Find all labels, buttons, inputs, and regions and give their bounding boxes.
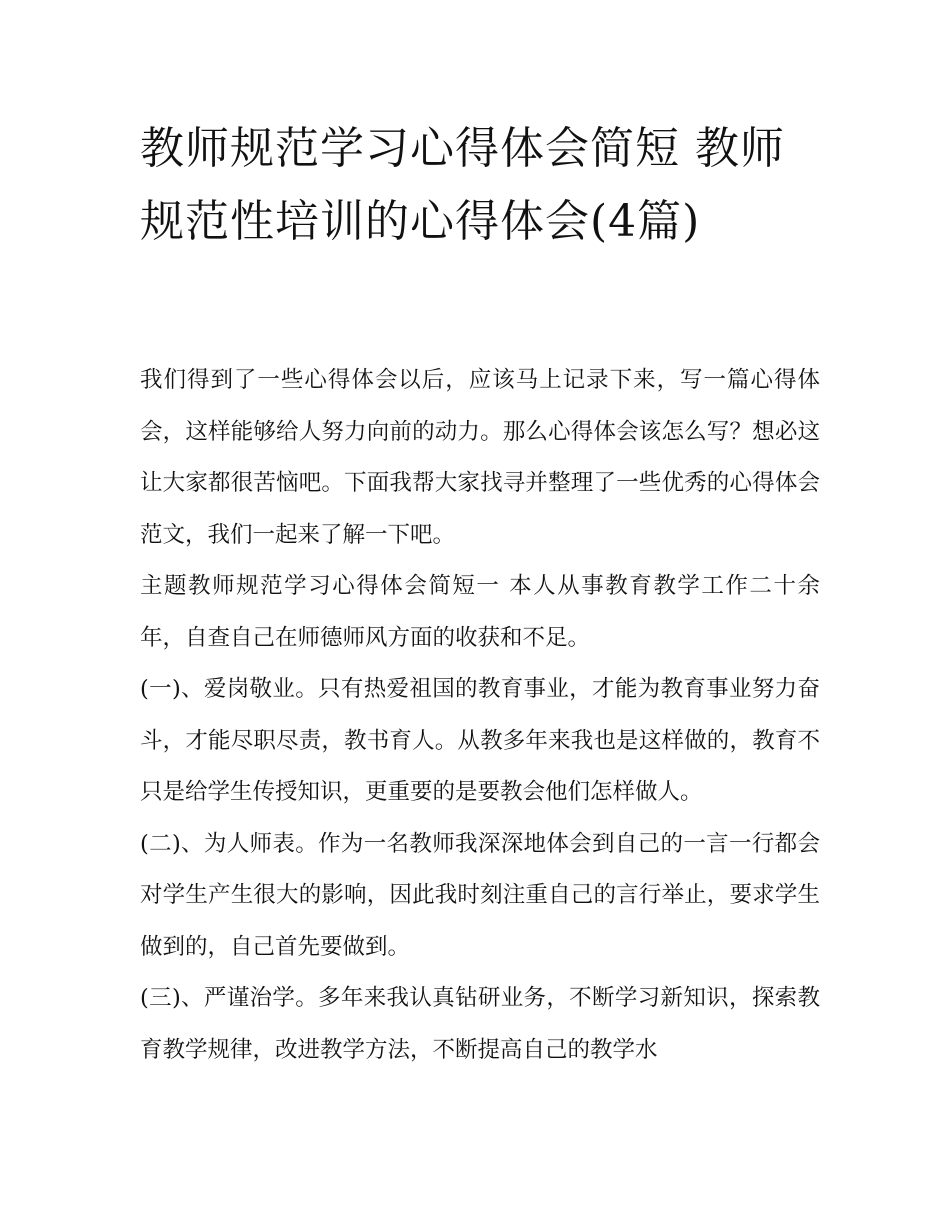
- section-one-intro-paragraph: 主题教师规范学习心得体会简短一 本人从事教育教学工作二十余年，自查自己在师德师风方面的收获和不足。: [140, 573, 820, 651]
- document-title: 教师规范学习心得体会简短 教师规范性培训的心得体会(4篇): [140, 123, 785, 247]
- document-body: [140, 355, 820, 1076]
- intro-paragraph: 我们得到了一些心得体会以后，应该马上记录下来，写一篇心得体会，这样能够给人努力向前的动力。那么心得体会该怎么写？想必这让大家都很苦恼吧。下面我帮大家找寻并整理了一些优秀的心得体会范文，我们一起来了解一下吧。: [140, 367, 820, 548]
- point-three-paragraph: (三)、严谨治学。多年来我认真钻研业务，不断学习新知识，探索教育教学规律，改进教学方法，不断提高自己的教学水: [140, 985, 820, 1063]
- point-two-paragraph: (二)、为人师表。作为一名教师我深深地体会到自己的一言一行都会对学生产生很大的影响，因此我时刻注重自己的言行举止，要求学生做到的，自己首先要做到。: [140, 830, 820, 960]
- point-one-paragraph: (一)、爱岗敬业。只有热爱祖国的教育事业，才能为教育事业努力奋斗，才能尽职尽责，教书育人。从教多年来我也是这样做的，教育不只是给学生传授知识，更重要的是要教会他们怎样做人。: [140, 676, 820, 805]
